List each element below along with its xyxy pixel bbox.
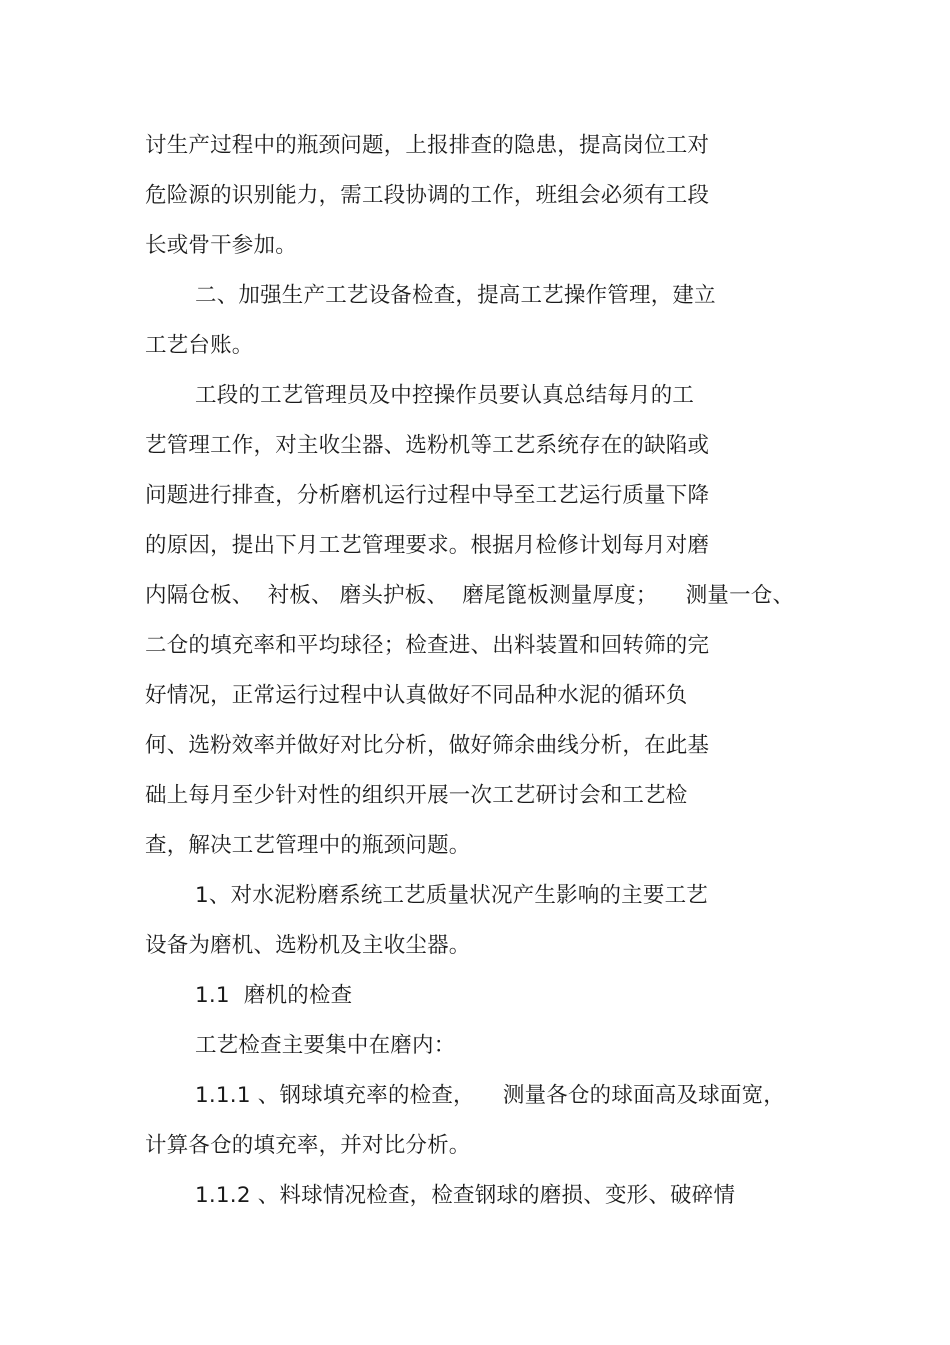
text-line: 设备为磨机、选粉机及主收尘器。: [145, 933, 471, 958]
text-line: 二仓的填充率和平均球径；检查进、出料装置和回转筛的完: [145, 633, 710, 658]
text-line: 1、对水泥粉磨系统工艺质量状况产生影响的主要工艺: [195, 883, 708, 908]
text-line: 工段的工艺管理员及中控操作员要认真总结每月的工: [195, 383, 695, 408]
text-line: 础上每月至少针对性的组织开展一次工艺研讨会和工艺检: [145, 783, 688, 808]
text-line: 的原因，提出下月工艺管理要求。根据月检修计划每月对磨: [145, 533, 710, 558]
subsection-heading: 1.1 磨机的检查: [195, 983, 353, 1008]
text-line: 危险源的识别能力，需工段协调的工作，班组会必须有工段: [145, 183, 710, 208]
text-line: 工艺台账。: [145, 333, 254, 358]
section-heading: 二、加强生产工艺设备检查，提高工艺操作管理，建立: [195, 283, 716, 308]
text-line: 1.1.2 、料球情况检查，检查钢球的磨损、变形、破碎情: [195, 1183, 736, 1208]
text-line: 计算各仓的填充率，并对比分析。: [145, 1133, 471, 1158]
text-line: 问题进行排查，分析磨机运行过程中导至工艺运行质量下降: [145, 483, 710, 508]
text-line: 内隔仓板、 衬板、 磨头护板、 磨尾篦板测量厚度； 测量一仓、: [145, 583, 795, 608]
text-line: 查，解决工艺管理中的瓶颈问题。: [145, 833, 471, 858]
text-line: 长或骨干参加。: [145, 233, 297, 258]
text-line: 讨生产过程中的瓶颈问题，上报排查的隐患，提高岗位工对: [145, 133, 710, 158]
text-line: 好情况，正常运行过程中认真做好不同品种水泥的循环负: [145, 683, 688, 708]
text-line: 工艺检查主要集中在磨内：: [195, 1033, 456, 1058]
text-line: 何、选粉效率并做好对比分析，做好筛余曲线分析，在此基: [145, 733, 710, 758]
text-line: 1.1.1 、钢球填充率的检查， 测量各仓的球面高及球面宽，: [195, 1083, 785, 1108]
text-line: 艺管理工作，对主收尘器、选粉机等工艺系统存在的缺陷或: [145, 433, 710, 458]
